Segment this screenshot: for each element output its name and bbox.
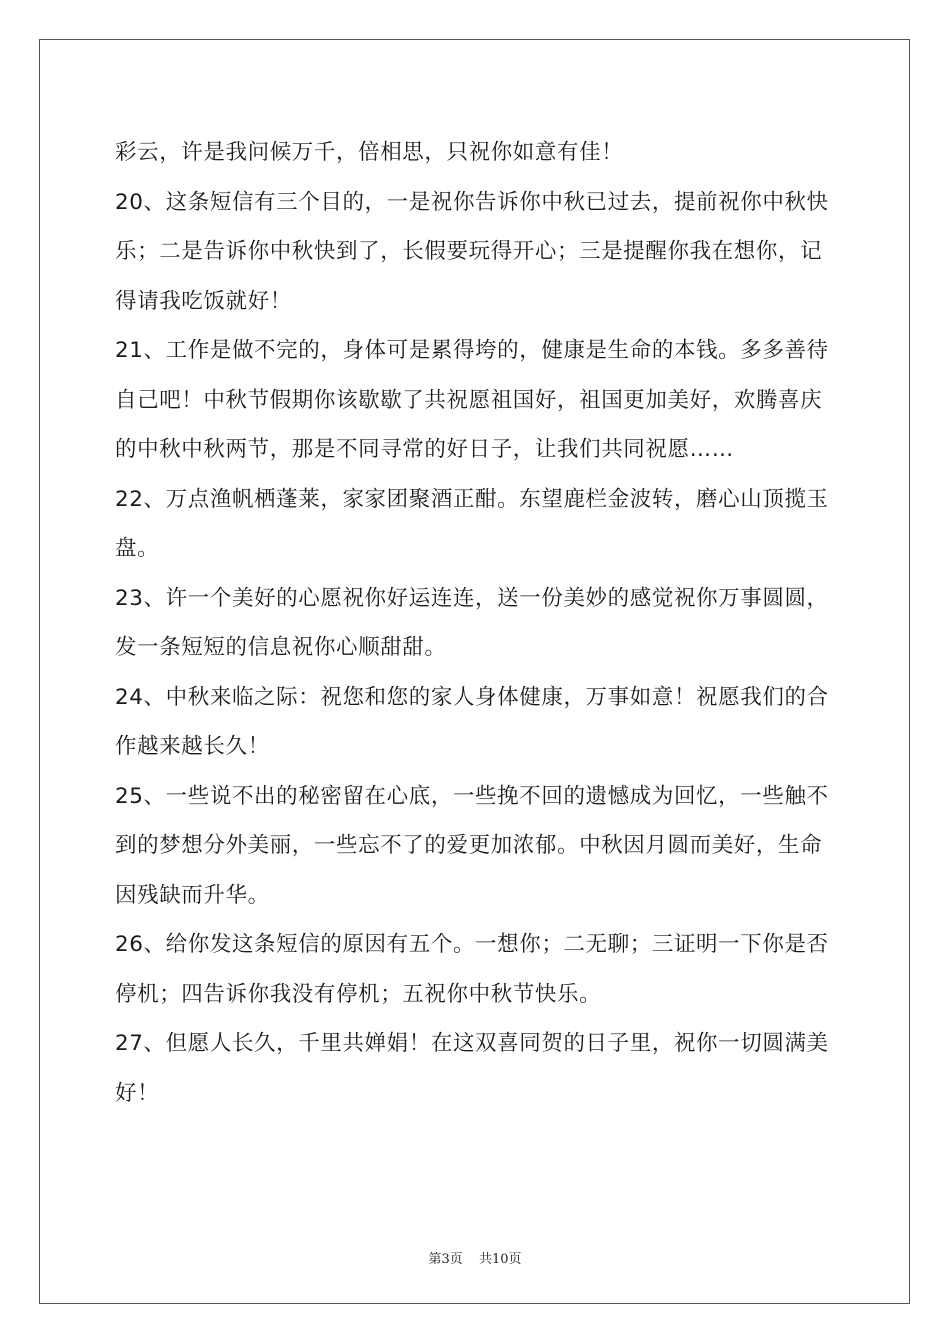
page-total: 共10页 bbox=[478, 1252, 522, 1267]
paragraph: 22、万点渔帆栖蓬莱，家家团聚酒正酣。东望鹿栏金波转，磨心山顶揽玉盘。 bbox=[115, 486, 829, 561]
paragraph: 26、给你发这条短信的原因有五个。一想你；二无聊；三证明一下你是否停机；四告诉你我没有停机；五祝你中秋节快乐。 bbox=[115, 932, 829, 1007]
paragraph: 24、中秋来临之际：祝您和您的家人身体健康，万事如意！祝愿我们的合作越来越长久！ bbox=[115, 684, 829, 759]
paragraph: 25、一些说不出的秘密留在心底，一些挽不回的遗憾成为回忆，一些触不到的梦想分外美丽，一些忘不了的爱更加浓郁。中秋因月圆而美好，生命因残缺而升华。 bbox=[115, 783, 829, 908]
paragraph: 23、许一个美好的心愿祝你好运连连，送一份美妙的感觉祝你万事圆圆，发一条短短的信息祝你心顺甜甜。 bbox=[115, 585, 829, 660]
paragraph: 彩云，许是我问候万千，倍相思，只祝你如意有佳！ bbox=[115, 140, 624, 165]
paragraph: 20、这条短信有三个目的，一是祝你告诉你中秋已过去，提前祝你中秋快乐；二是告诉你中秋快到了，长假要玩得开心；三是提醒你我在想你，记得请我吃饭就好！ bbox=[115, 189, 829, 314]
paragraph: 27、但愿人长久，千里共婵娟！在这双喜同贺的日子里，祝你一切圆满美好！ bbox=[115, 1031, 829, 1106]
page-footer bbox=[0, 1248, 950, 1267]
page-number: 第3页 bbox=[428, 1252, 463, 1267]
document-body bbox=[115, 128, 835, 1118]
paragraph: 21、工作是做不完的，身体可是累得垮的，健康是生命的本钱。多多善待自己吧！中秋节假期你该歇歇了共祝愿祖国好，祖国更加美好，欢腾喜庆的中秋中秋两节，那是不同寻常的好日子，让我们共同祝愿…… bbox=[115, 338, 829, 462]
